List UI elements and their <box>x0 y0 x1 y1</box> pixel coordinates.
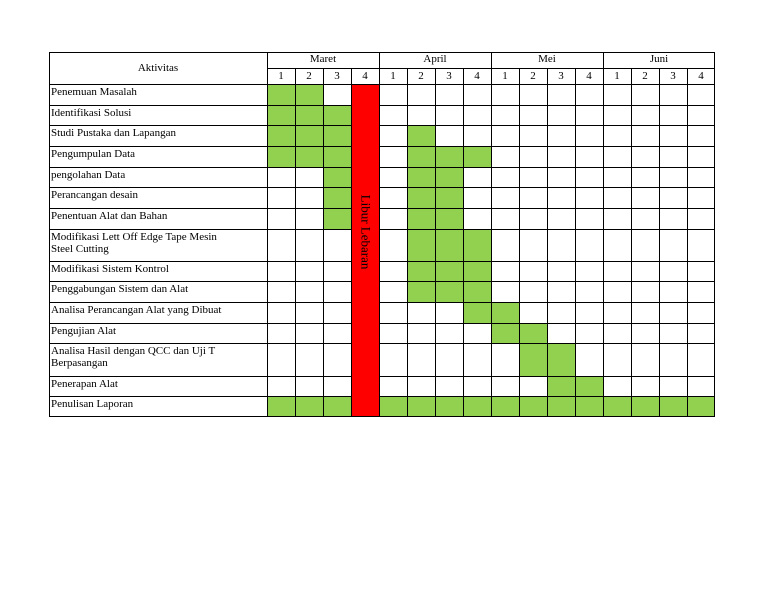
row-divider <box>49 261 351 262</box>
month-divider <box>379 52 380 417</box>
week-header: 3 <box>446 70 452 82</box>
activity-label: Penentuan Alat dan Bahan <box>51 209 168 222</box>
schedule-cell <box>547 376 575 397</box>
activity-label: Penggabungan Sistem dan Alat <box>51 283 189 296</box>
week-header: 1 <box>502 70 508 82</box>
activity-label: Perancangan desain <box>51 189 139 202</box>
week-divider <box>435 68 436 417</box>
activity-label: Penemuan Masalah <box>51 86 137 98</box>
schedule-cell <box>323 187 351 208</box>
week-header: 4 <box>362 70 368 82</box>
week-header: 1 <box>390 70 396 82</box>
week-header: 3 <box>334 70 340 82</box>
schedule-cell <box>519 396 547 417</box>
row-divider <box>49 125 351 126</box>
schedule-cell <box>323 167 351 188</box>
week-divider <box>323 68 324 417</box>
schedule-cell <box>491 323 519 344</box>
activity-label: Penulisan Laporan <box>51 398 134 411</box>
schedule-cell <box>547 396 575 417</box>
activity-column-divider <box>267 52 268 417</box>
schedule-cell <box>267 125 295 146</box>
activity-label: Studi Pustaka dan Lapangan <box>51 127 176 140</box>
row-divider <box>49 187 351 188</box>
header-divider <box>49 84 715 85</box>
row-divider <box>49 146 351 147</box>
schedule-cell <box>435 229 463 261</box>
week-divider <box>575 68 576 417</box>
schedule-cell <box>687 396 715 417</box>
schedule-cell <box>603 396 631 417</box>
row-divider <box>49 302 351 303</box>
schedule-cell <box>407 167 435 188</box>
schedule-cell <box>407 208 435 229</box>
schedule-cell <box>463 261 491 282</box>
week-header: 3 <box>558 70 564 82</box>
week-divider <box>659 68 660 417</box>
activity-label: Identifikasi Solusi <box>51 106 132 119</box>
schedule-cell <box>323 146 351 167</box>
schedule-cell <box>491 396 519 417</box>
row-divider <box>49 396 351 397</box>
activity-label: Pengumpulan Data <box>51 147 136 160</box>
schedule-cell <box>323 396 351 417</box>
schedule-cell <box>519 343 547 375</box>
week-header: 2 <box>642 70 648 82</box>
schedule-cell <box>295 396 323 417</box>
schedule-cell <box>407 261 435 282</box>
row-divider <box>49 376 351 377</box>
schedule-cell <box>435 261 463 282</box>
schedule-cell <box>407 146 435 167</box>
schedule-cell <box>435 208 463 229</box>
week-divider <box>407 68 408 417</box>
week-divider <box>631 68 632 417</box>
holiday-label: Libur Lebaran <box>357 194 373 270</box>
row-divider <box>49 343 351 344</box>
week-header: 4 <box>586 70 592 82</box>
schedule-cell <box>407 281 435 302</box>
activity-header: Aktivitas <box>137 62 179 74</box>
schedule-cell <box>575 396 603 417</box>
schedule-cell <box>407 187 435 208</box>
week-divider <box>547 68 548 417</box>
week-divider <box>295 68 296 417</box>
schedule-cell <box>295 146 323 167</box>
schedule-cell <box>323 125 351 146</box>
schedule-cell <box>323 208 351 229</box>
schedule-cell <box>267 396 295 417</box>
schedule-cell <box>631 396 659 417</box>
week-divider <box>519 68 520 417</box>
activity-label: Modifikasi Sistem Kontrol <box>51 262 169 275</box>
activity-label: Analisa Perancangan Alat yang Dibuat <box>51 304 222 317</box>
schedule-cell <box>463 302 491 323</box>
schedule-cell <box>407 125 435 146</box>
week-header: 4 <box>698 70 704 82</box>
month-header: Maret <box>309 53 337 65</box>
week-header: 1 <box>278 70 284 82</box>
schedule-cell <box>547 343 575 375</box>
week-header: 3 <box>670 70 676 82</box>
month-header: Juni <box>649 53 669 65</box>
schedule-cell <box>295 84 323 105</box>
month-divider <box>491 52 492 417</box>
week-header: 2 <box>530 70 536 82</box>
row-divider <box>49 208 351 209</box>
schedule-cell <box>491 302 519 323</box>
activity-label: Pengujian Alat <box>51 324 117 337</box>
row-divider <box>49 323 351 324</box>
schedule-cell <box>267 105 295 126</box>
activity-label: Penerapan Alat <box>51 377 118 390</box>
week-divider <box>687 68 688 417</box>
schedule-cell <box>435 167 463 188</box>
schedule-cell <box>295 125 323 146</box>
schedule-cell <box>435 187 463 208</box>
row-divider <box>49 105 351 106</box>
schedule-cell <box>267 146 295 167</box>
week-header: 4 <box>474 70 480 82</box>
schedule-cell <box>463 281 491 302</box>
activity-label: Analisa Hasil dengan QCC dan Uji T Berpasangan <box>51 345 216 370</box>
month-divider <box>603 52 604 417</box>
week-divider <box>463 68 464 417</box>
week-header: 2 <box>306 70 312 82</box>
row-divider <box>49 281 351 282</box>
schedule-cell <box>463 229 491 261</box>
schedule-cell <box>519 323 547 344</box>
schedule-cell <box>267 84 295 105</box>
border-right <box>714 52 715 417</box>
schedule-cell <box>463 146 491 167</box>
border-bottom <box>49 416 715 417</box>
month-header: Mei <box>538 53 556 65</box>
month-header: April <box>423 53 447 65</box>
week-divider <box>351 68 352 417</box>
schedule-cell <box>323 105 351 126</box>
week-header: 2 <box>418 70 424 82</box>
schedule-cell <box>659 396 687 417</box>
schedule-cell <box>435 396 463 417</box>
schedule-cell <box>435 281 463 302</box>
activity-label: Modifikasi Lett Off Edge Tape Mesin Steel Cutting <box>51 230 217 255</box>
activity-label: pengolahan Data <box>51 168 126 181</box>
gantt-chart <box>49 52 715 417</box>
row-divider <box>49 167 351 168</box>
schedule-cell <box>407 396 435 417</box>
schedule-cell <box>407 229 435 261</box>
schedule-cell <box>295 105 323 126</box>
schedule-cell <box>463 396 491 417</box>
schedule-cell <box>379 396 407 417</box>
week-header: 1 <box>614 70 620 82</box>
row-divider <box>49 229 351 230</box>
schedule-cell <box>435 146 463 167</box>
schedule-cell <box>575 376 603 397</box>
